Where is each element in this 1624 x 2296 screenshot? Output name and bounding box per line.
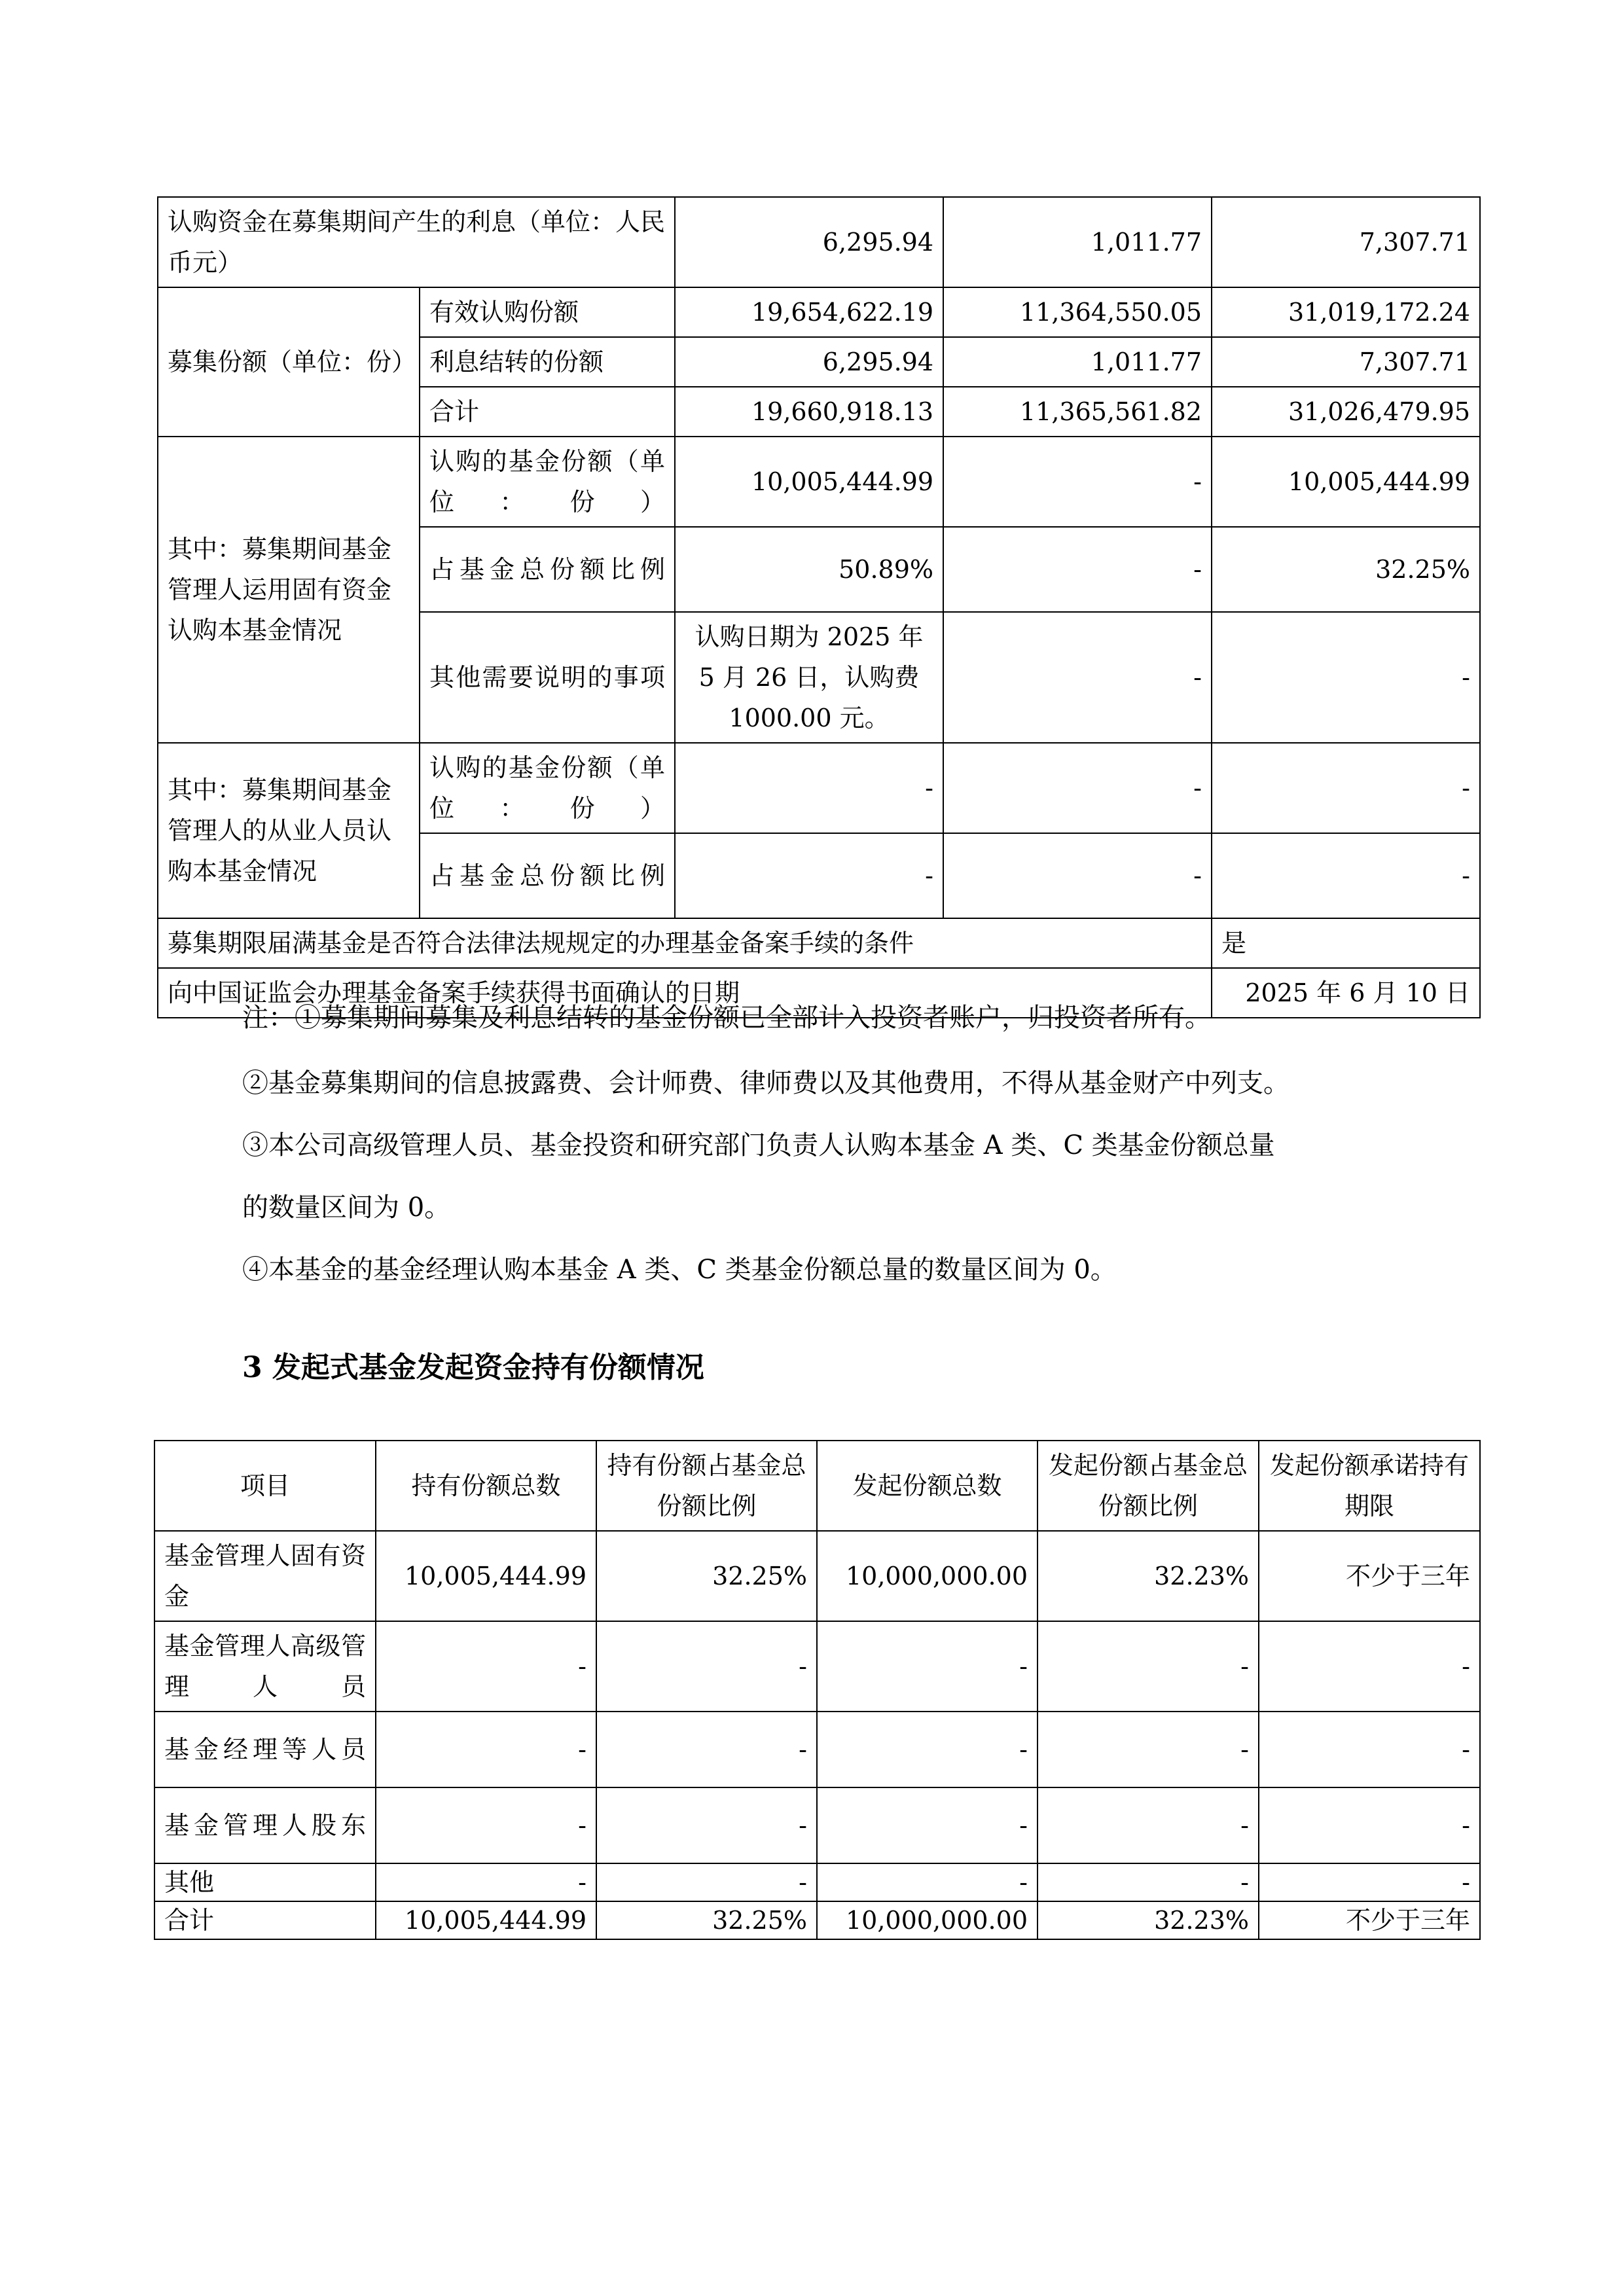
row-seed: 10,000,000.00 xyxy=(817,1531,1038,1621)
units-row-label: 有效认购份额 xyxy=(420,287,675,337)
header-item: 项目 xyxy=(154,1441,376,1531)
manager-c: - xyxy=(943,612,1212,743)
staff-row-label: 认购的基金份额（单位：份） xyxy=(420,743,675,833)
table-row xyxy=(158,437,1480,527)
units-row-label: 利息结转的份额 xyxy=(420,337,675,387)
row-period: - xyxy=(1259,1787,1480,1863)
units-a: 6,295.94 xyxy=(675,337,943,387)
units-a: 19,660,918.13 xyxy=(675,387,943,437)
table-row xyxy=(158,743,1480,833)
date-value: 2025 年 6 月 10 日 xyxy=(1212,968,1480,1018)
units-c: 11,364,550.05 xyxy=(943,287,1212,337)
table-row xyxy=(154,1712,1480,1787)
section-title: 3 发起式基金发起资金持有份额情况 xyxy=(242,1351,704,1384)
row-item: 基金管理人股东 xyxy=(154,1787,376,1863)
staff-total: - xyxy=(1212,833,1480,918)
staff-group-label: 其中：募集期间基金管理人的从业人员认购本基金情况 xyxy=(158,743,420,918)
condition-value: 是 xyxy=(1212,918,1480,968)
staff-total: - xyxy=(1212,743,1480,833)
row-item: 基金管理人高级管理人员 xyxy=(154,1621,376,1712)
row-held: 10,005,444.99 xyxy=(376,1531,596,1621)
row-seed-ratio: - xyxy=(1038,1787,1259,1863)
row-period: 不少于三年 xyxy=(1259,1531,1480,1621)
seed-capital-table xyxy=(154,1440,1481,1940)
row-seed-ratio: - xyxy=(1038,1621,1259,1712)
staff-a: - xyxy=(675,833,943,918)
date-label: 向中国证监会办理基金备案手续获得书面确认的日期 xyxy=(158,968,1212,1018)
table-header-row xyxy=(154,1441,1480,1531)
condition-label: 募集期限届满基金是否符合法律法规规定的办理基金备案手续的条件 xyxy=(158,918,1212,968)
table-row xyxy=(154,1787,1480,1863)
staff-c: - xyxy=(943,743,1212,833)
row-seed: - xyxy=(817,1712,1038,1787)
row-seed: - xyxy=(817,1863,1038,1901)
interest-total: 7,307.71 xyxy=(1212,197,1480,287)
header-seed-ratio: 发起份额占基金总份额比例 xyxy=(1038,1441,1259,1531)
staff-c: - xyxy=(943,833,1212,918)
units-group-label: 募集份额（单位：份） xyxy=(158,287,420,437)
table-row xyxy=(154,1621,1480,1712)
interest-c: 1,011.77 xyxy=(943,197,1212,287)
header-seed: 发起份额总数 xyxy=(817,1441,1038,1531)
interest-label: 认购资金在募集期间产生的利息（单位：人民币元） xyxy=(158,197,675,287)
row-held: - xyxy=(376,1863,596,1901)
manager-row-label: 其他需要说明的事项 xyxy=(420,612,675,743)
units-row-label: 合计 xyxy=(420,387,675,437)
units-c: 1,011.77 xyxy=(943,337,1212,387)
note-1: 注：①募集期间募集及利息结转的基金份额已全部计入投资者账户，归投资者所有。 xyxy=(242,1003,1211,1033)
staff-a: - xyxy=(675,743,943,833)
row-held: - xyxy=(376,1787,596,1863)
header-period: 发起份额承诺持有期限 xyxy=(1259,1441,1480,1531)
row-seed: - xyxy=(817,1621,1038,1712)
row-held: 10,005,444.99 xyxy=(376,1901,596,1939)
table-row xyxy=(154,1901,1480,1939)
table-row xyxy=(158,197,1480,287)
row-period: - xyxy=(1259,1712,1480,1787)
manager-a: 10,005,444.99 xyxy=(675,437,943,527)
row-seed: - xyxy=(817,1787,1038,1863)
subscription-table xyxy=(157,196,1481,1018)
note-2: ②基金募集期间的信息披露费、会计师费、律师费以及其他费用，不得从基金财产中列支。 xyxy=(242,1068,1290,1098)
row-held: - xyxy=(376,1712,596,1787)
note-3a: ③本公司高级管理人员、基金投资和研究部门负责人认购本基金 A 类、C 类基金份额总量 xyxy=(242,1130,1275,1160)
manager-group-label: 其中：募集期间基金管理人运用固有资金认购本基金情况 xyxy=(158,437,420,743)
row-seed-ratio: - xyxy=(1038,1863,1259,1901)
table-row xyxy=(154,1531,1480,1621)
note-4: ④本基金的基金经理认购本基金 A 类、C 类基金份额总量的数量区间为 0。 xyxy=(242,1255,1117,1285)
row-item: 其他 xyxy=(154,1863,376,1901)
row-seed-ratio: 32.23% xyxy=(1038,1531,1259,1621)
interest-a: 6,295.94 xyxy=(675,197,943,287)
row-held-ratio: - xyxy=(596,1787,817,1863)
table-row xyxy=(158,287,1480,337)
header-held: 持有份额总数 xyxy=(376,1441,596,1531)
row-held-ratio: 32.25% xyxy=(596,1531,817,1621)
manager-total: 10,005,444.99 xyxy=(1212,437,1480,527)
row-period: - xyxy=(1259,1863,1480,1901)
table-row xyxy=(158,918,1480,968)
row-held-ratio: 32.25% xyxy=(596,1901,817,1939)
row-held-ratio: - xyxy=(596,1621,817,1712)
row-held-ratio: - xyxy=(596,1712,817,1787)
manager-row-label: 占基金总份额比例 xyxy=(420,527,675,612)
units-total: 7,307.71 xyxy=(1212,337,1480,387)
table-row xyxy=(154,1863,1480,1901)
units-a: 19,654,622.19 xyxy=(675,287,943,337)
manager-a: 50.89% xyxy=(675,527,943,612)
row-period: - xyxy=(1259,1621,1480,1712)
header-held-ratio: 持有份额占基金总份额比例 xyxy=(596,1441,817,1531)
note-3b: 的数量区间为 0。 xyxy=(242,1193,451,1223)
row-item: 合计 xyxy=(154,1901,376,1939)
staff-row-label: 占基金总份额比例 xyxy=(420,833,675,918)
row-item: 基金经理等人员 xyxy=(154,1712,376,1787)
row-item: 基金管理人固有资金 xyxy=(154,1531,376,1621)
units-total: 31,019,172.24 xyxy=(1212,287,1480,337)
manager-c: - xyxy=(943,527,1212,612)
row-held: - xyxy=(376,1621,596,1712)
units-total: 31,026,479.95 xyxy=(1212,387,1480,437)
units-c: 11,365,561.82 xyxy=(943,387,1212,437)
row-seed-ratio: - xyxy=(1038,1712,1259,1787)
manager-total: - xyxy=(1212,612,1480,743)
row-seed: 10,000,000.00 xyxy=(817,1901,1038,1939)
row-held-ratio: - xyxy=(596,1863,817,1901)
manager-c: - xyxy=(943,437,1212,527)
manager-a: 认购日期为 2025 年 5 月 26 日，认购费 1000.00 元。 xyxy=(675,612,943,743)
row-seed-ratio: 32.23% xyxy=(1038,1901,1259,1939)
manager-row-label: 认购的基金份额（单位：份） xyxy=(420,437,675,527)
manager-total: 32.25% xyxy=(1212,527,1480,612)
row-period: 不少于三年 xyxy=(1259,1901,1480,1939)
